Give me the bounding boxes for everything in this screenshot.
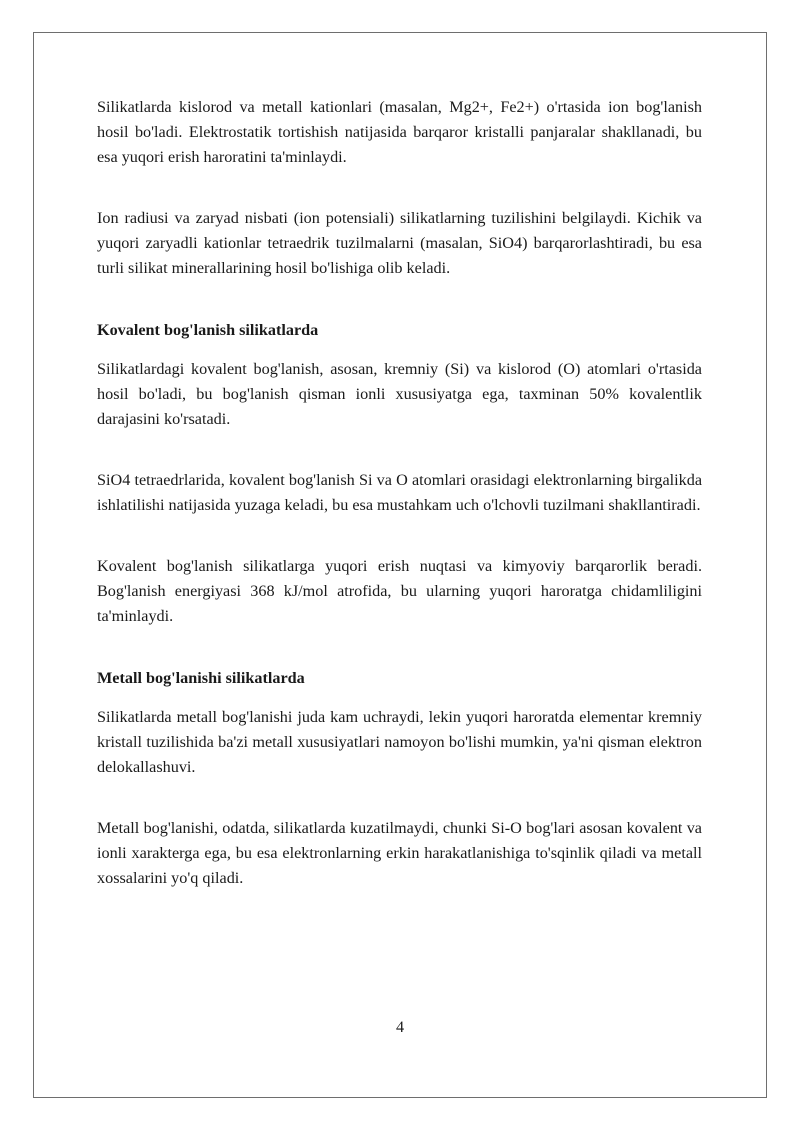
paragraph-covalent-si-o: Silikatlardagi kovalent bog'lanish, asosan, kremniy (Si) va kislorod (O) atomlari o'rtasida hosil bo'ladi, bu bog'lanish qisman ionli xususiyatga ega, taxminan 50% kovalentlik darajasini ko'rsatadi. (97, 360, 702, 428)
paragraph-ionic-bonding: Silikatlarda kislorod va metall kationlari (masalan, Mg2+, Fe2+) o'rtasida ion bog'lanish hosil bo'ladi. Elektrostatik tortishish natijasida barqaror kristalli panjaralar shakllanadi, bu esa yuqori erish haroratini ta'minlaydi. (97, 98, 702, 166)
paragraph-metallic-rare: Silikatlarda metall bog'lanishi juda kam uchraydi, lekin yuqori haroratda elementar kremniy kristall tuzilishida ba'zi metall xususiyatlari namoyon bo'lishi mumkin, ya'ni qisman elektron delokallashuvi. (97, 708, 702, 776)
paragraph-ionic-potential: Ion radiusi va zaryad nisbati (ion potensiali) silikatlarning tuzilishini belgilaydi. Kichik va yuqori zaryadli kationlar tetraedrik tuzilmalarni (masalan, SiO4) barqarorlashtiradi, bu esa turli silikat minerallarining hosil bo'lishiga olib keladi. (97, 209, 702, 277)
document-body (97, 95, 702, 891)
paragraph-sio4-tetrahedra: SiO4 tetraedrlarida, kovalent bog'lanish Si va O atomlari orasidagi elektronlarning birgalikda ishlatilishi natijasida yuzaga keladi, bu esa mustahkam uch o'lchovli tuzilmani shakllantiradi. (97, 471, 702, 514)
page-number: 4 (395, 1018, 405, 1036)
heading-covalent-bonding: Kovalent bog'lanish silikatlarda (97, 321, 319, 339)
heading-metallic-bonding: Metall bog'lanishi silikatlarda (97, 669, 305, 687)
paragraph-bond-energy: Kovalent bog'lanish silikatlarga yuqori erish nuqtasi va kimyoviy barqarorlik beradi. Bog'lanish energiyasi 368 kJ/mol atrofida, bu ularning yuqori haroratga chidamliligini ta'minlaydi. (97, 557, 702, 625)
paragraph-metallic-absent: Metall bog'lanishi, odatda, silikatlarda kuzatilmaydi, chunki Si-O bog'lari asosan kovalent va ionli xarakterga ega, bu esa elektronlarning erkin harakatlanishiga to'sqinlik qiladi va metall xossalarini yo'q qiladi. (97, 819, 702, 887)
